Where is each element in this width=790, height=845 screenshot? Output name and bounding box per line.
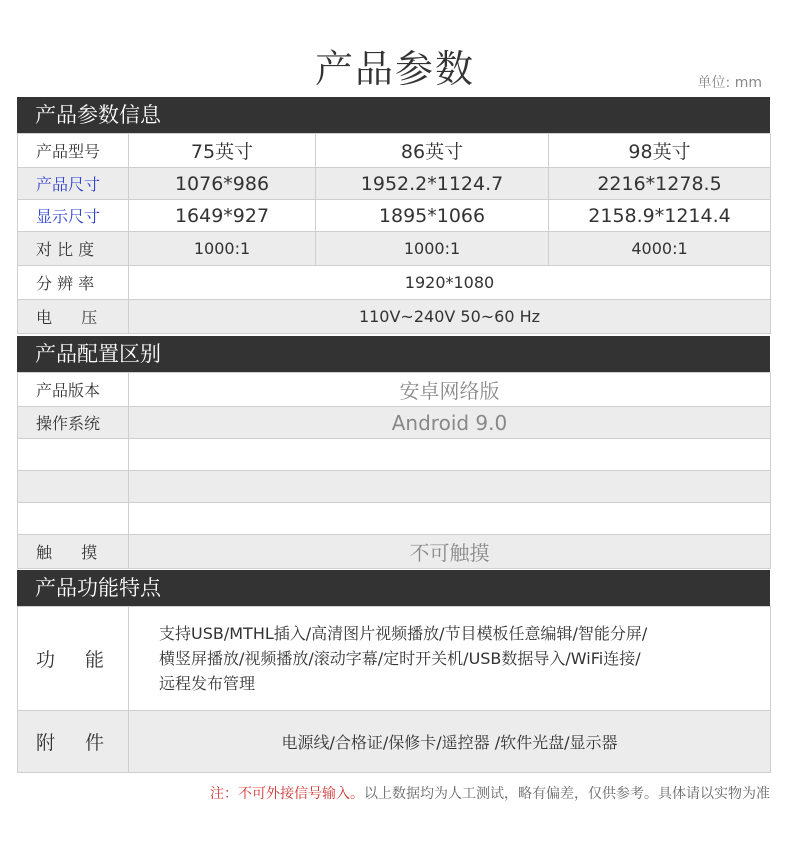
model-75: 75英寸 bbox=[129, 134, 316, 168]
features-table bbox=[17, 606, 771, 773]
row-accessories bbox=[18, 711, 771, 773]
accessories-value: 电源线/合格证/保修卡/遥控器 /软件光盘/显示器 bbox=[129, 711, 771, 773]
row-voltage bbox=[18, 300, 771, 334]
page-title: 产品参数 bbox=[314, 47, 475, 91]
touch-value: 不可触摸 bbox=[129, 535, 771, 569]
section-header-config: 产品配置区别 bbox=[17, 336, 770, 372]
section-header-specs: 产品参数信息 bbox=[17, 97, 770, 133]
label-accessories: 附 件 bbox=[18, 711, 129, 773]
function-line-3: 远程发布管理 bbox=[159, 674, 256, 693]
function-line-1: 支持USB/MTHL插入/高清图片视频播放/节目模板任意编辑/智能分屏/ bbox=[159, 624, 648, 643]
footnote bbox=[210, 783, 770, 803]
row-empty-3 bbox=[18, 503, 771, 535]
resolution-value: 1920*1080 bbox=[129, 266, 771, 300]
footnote-text: 以上数据均为人工测试，略有偏差，仅供参考。具体请以实物为准 bbox=[364, 786, 770, 802]
row-function bbox=[18, 607, 771, 711]
label-touch: 触 摸 bbox=[18, 535, 129, 569]
label-function: 功 能 bbox=[18, 607, 129, 711]
label-display: 显示尺寸 bbox=[18, 200, 129, 232]
size-98: 2216*1278.5 bbox=[549, 168, 771, 200]
os-value: Android 9.0 bbox=[129, 407, 771, 439]
model-86: 86英寸 bbox=[316, 134, 549, 168]
label-voltage: 电 压 bbox=[18, 300, 129, 334]
label-size: 产品尺寸 bbox=[18, 168, 129, 200]
display-75: 1649*927 bbox=[129, 200, 316, 232]
contrast-75: 1000:1 bbox=[129, 232, 316, 266]
row-os bbox=[18, 407, 771, 439]
specs-table bbox=[17, 133, 771, 334]
label-os: 操作系统 bbox=[18, 407, 129, 439]
label-resolution: 分 辨 率 bbox=[18, 266, 129, 300]
display-86: 1895*1066 bbox=[316, 200, 549, 232]
section-header-features: 产品功能特点 bbox=[17, 570, 770, 606]
display-98: 2158.9*1214.4 bbox=[549, 200, 771, 232]
model-98: 98英寸 bbox=[549, 134, 771, 168]
label-model: 产品型号 bbox=[18, 134, 129, 168]
footnote-warning: 注：不可外接信号输入。 bbox=[210, 786, 364, 802]
size-75: 1076*986 bbox=[129, 168, 316, 200]
contrast-98: 4000:1 bbox=[549, 232, 771, 266]
size-86: 1952.2*1124.7 bbox=[316, 168, 549, 200]
row-model bbox=[18, 134, 771, 168]
row-empty-1 bbox=[18, 439, 771, 471]
row-touch bbox=[18, 535, 771, 569]
row-contrast bbox=[18, 232, 771, 266]
function-line-2: 横竖屏播放/视频播放/滚动字幕/定时开关机/USB数据导入/WiFi连接/ bbox=[159, 649, 641, 668]
label-contrast: 对 比 度 bbox=[18, 232, 129, 266]
voltage-value: 110V~240V 50~60 Hz bbox=[129, 300, 771, 334]
function-value bbox=[129, 607, 771, 711]
config-table bbox=[17, 372, 771, 569]
row-display bbox=[18, 200, 771, 232]
version-value: 安卓网络版 bbox=[129, 373, 771, 407]
row-empty-2 bbox=[18, 471, 771, 503]
contrast-86: 1000:1 bbox=[316, 232, 549, 266]
row-size bbox=[18, 168, 771, 200]
label-version: 产品版本 bbox=[18, 373, 129, 407]
row-version bbox=[18, 373, 771, 407]
row-resolution bbox=[18, 266, 771, 300]
unit-label: 单位: mm bbox=[697, 75, 762, 91]
